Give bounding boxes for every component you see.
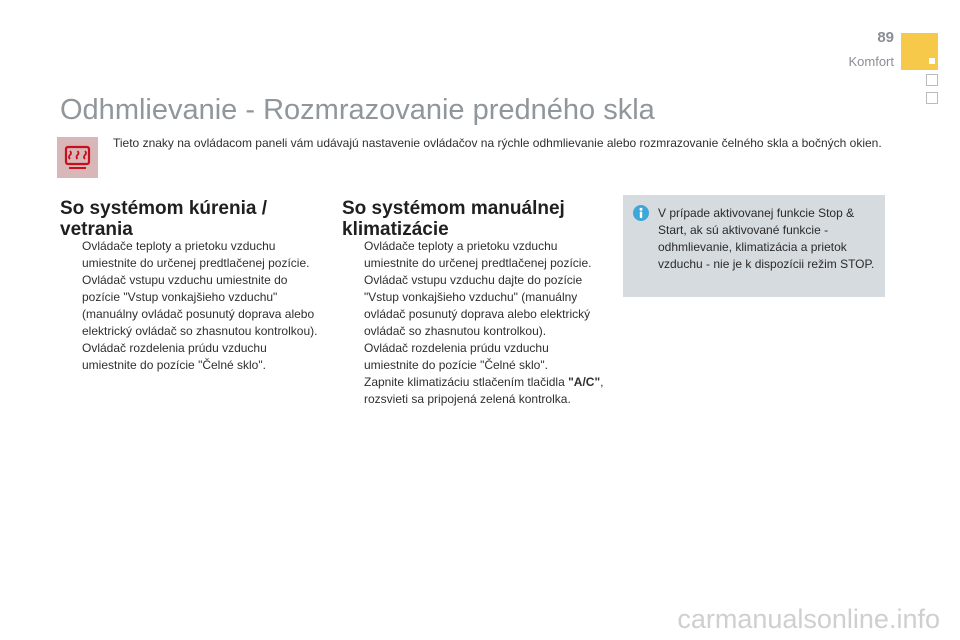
intro-text: Tieto znaky na ovládacom paneli vám udávajú nastavenie ovládačov na rýchle odhmlievanie alebo rozmrazovanie čelného skla a bočných okien. xyxy=(113,136,882,150)
chapter-tab[interactable] xyxy=(926,92,938,104)
list-item: Ovládač rozdelenia prúdu vzduchu umiestnite do pozície "Čelné sklo". xyxy=(82,341,267,372)
section-name: Komfort xyxy=(848,54,894,69)
info-note-text: V prípade aktivovanej funkcie Stop & Start, ak sú aktivované funkcie - odhmlievanie, klimatizácia a prietok vzduchu - nie je k dispozícii režim STOP. xyxy=(658,206,875,271)
rear-window-defrost-icon xyxy=(57,137,98,178)
instruction-list-heating xyxy=(60,238,322,374)
list-item: Ovládače teploty a prietoku vzduchu umiestnite do určenej predtlačenej pozície. xyxy=(82,239,310,270)
section-heading-heating: So systémom kúrenia / vetrania xyxy=(60,198,267,240)
chapter-tab-active[interactable] xyxy=(901,33,938,70)
list-item: Ovládač vstupu vzduchu dajte do pozície "Vstup vonkajšieho vzduchu" (manuálny ovládač posunutý doprava alebo elektrický ovládač so zhasnutou kontrolkou). xyxy=(364,273,591,338)
page-title: Odhmlievanie - Rozmrazovanie predného skla xyxy=(60,94,655,126)
info-icon xyxy=(633,205,649,221)
list-item: Ovládač vstupu vzduchu umiestnite do pozície "Vstup vonkajšieho vzduchu" (manuálny ovládač posunutý doprava alebo elektrický ovládač so zhasnutou kontrolkou). xyxy=(82,273,318,338)
instruction-list-air-conditioning xyxy=(342,238,604,408)
list-item: Ovládače teploty a prietoku vzduchu umiestnite do určenej predtlačenej pozície. xyxy=(364,239,592,270)
section-heading-air-conditioning: So systémom manuálnej klimatizácie xyxy=(342,198,565,240)
chapter-tab[interactable] xyxy=(926,74,938,86)
page-number: 89 xyxy=(877,29,894,46)
list-item: Ovládač rozdelenia prúdu vzduchu umiestnite do pozície "Čelné sklo". xyxy=(364,341,549,372)
list-item: Zapnite klimatizáciu stlačením tlačidla "A/C", rozsvieti sa pripojená zelená kontrolka. xyxy=(364,375,604,406)
chapter-tab-marker xyxy=(929,58,935,64)
ac-button-label: "A/C" xyxy=(568,375,601,389)
watermark: carmanualsonline.info xyxy=(677,604,940,634)
